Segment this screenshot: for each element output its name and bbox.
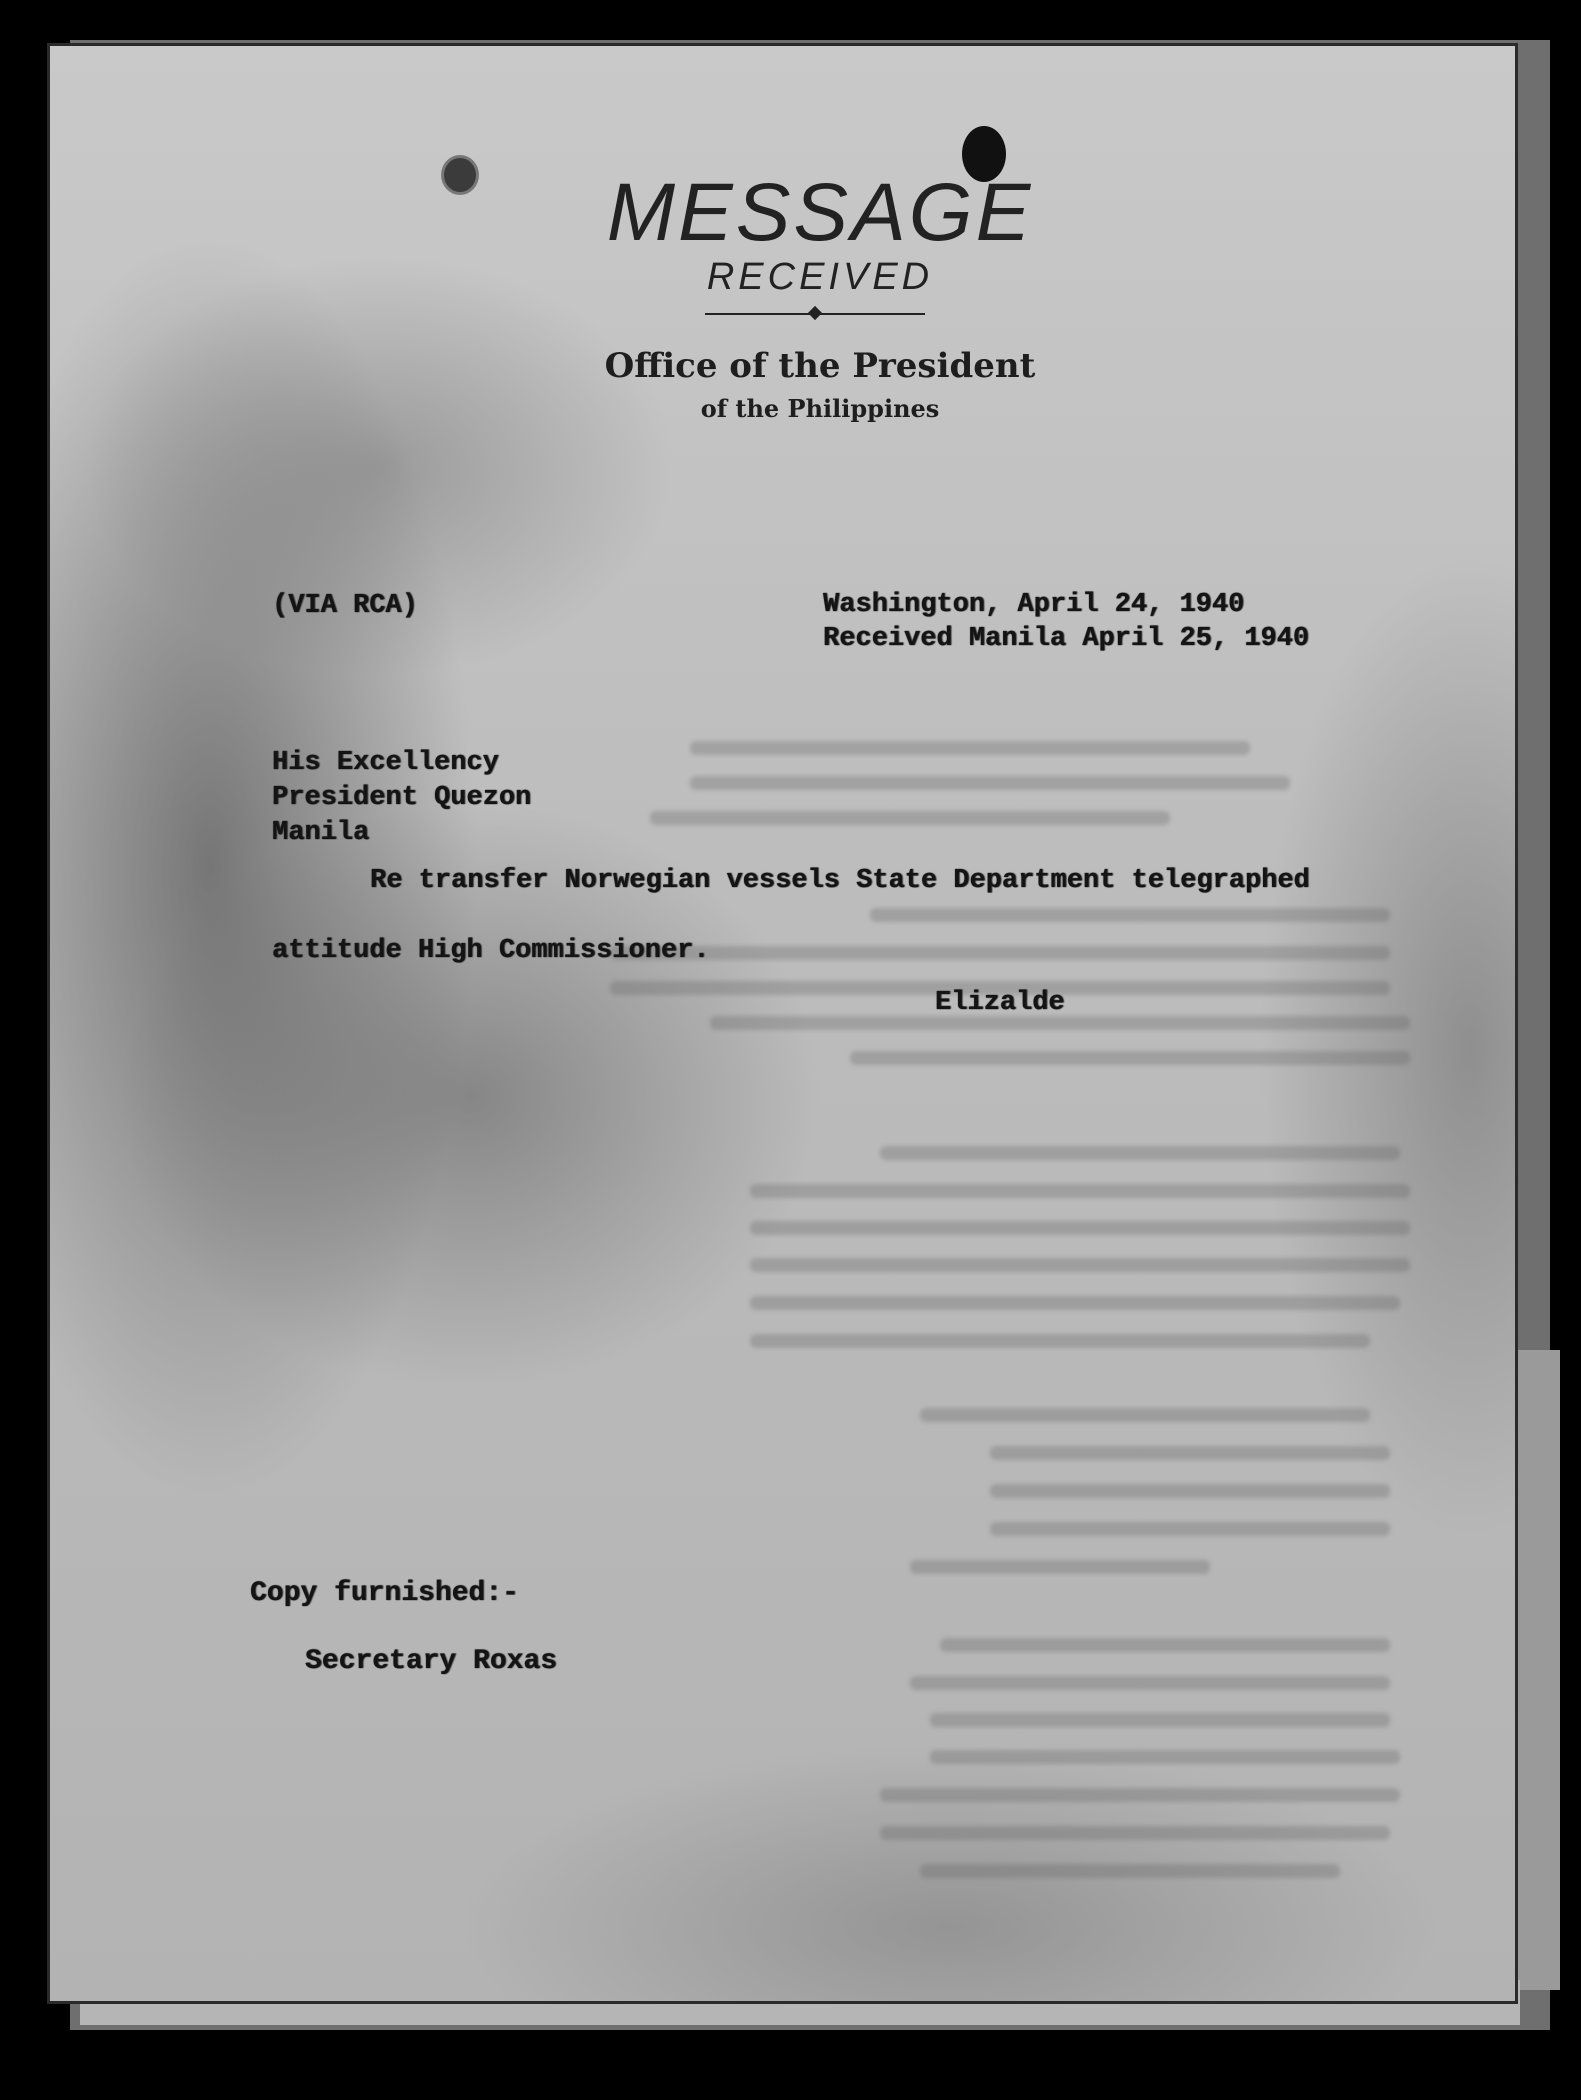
transmission-via: (VIA RCA) [272, 591, 418, 621]
bleed-through-text [910, 1676, 1390, 1690]
bleed-through-text [710, 1016, 1410, 1030]
bleed-through-text [920, 1408, 1370, 1422]
bleed-through-text [750, 1296, 1400, 1310]
bleed-through-text [870, 908, 1390, 922]
signature: Elizalde [935, 988, 1065, 1018]
bleed-through-text [930, 1713, 1390, 1727]
bleed-through-text [880, 1788, 1400, 1802]
letterhead-subtitle: RECEIVED [706, 256, 934, 298]
bleed-through-text [940, 1638, 1390, 1652]
bleed-through-text [990, 1446, 1390, 1460]
sent-dateline: Washington, April 24, 1940 [823, 590, 1245, 620]
bleed-through-text [690, 741, 1250, 755]
bleed-through-text [650, 811, 1170, 825]
bleed-through-text [610, 946, 1390, 960]
punch-hole-icon [444, 158, 476, 192]
office-name: Office of the President [604, 346, 1036, 386]
bleed-through-text [990, 1484, 1390, 1498]
message-body-line: Re transfer Norwegian vessels State Department telegraphed [370, 866, 1310, 896]
bleed-through-text [690, 776, 1290, 790]
bleed-through-text [880, 1826, 1390, 1840]
copy-recipient: Secretary Roxas [305, 1646, 558, 1677]
bleed-through-text [910, 1560, 1210, 1574]
message-body-line: attitude High Commissioner. [272, 936, 710, 966]
bleed-through-text [750, 1258, 1410, 1272]
copy-furnished-label: Copy furnished:- [250, 1578, 519, 1609]
message-document [50, 46, 1515, 2001]
received-dateline: Received Manila April 25, 1940 [823, 624, 1310, 654]
bleed-through-text [930, 1750, 1400, 1764]
office-country: of the Philippines [700, 394, 940, 423]
addressee-line: Manila [272, 818, 370, 848]
bleed-through-text [880, 1146, 1400, 1160]
bleed-through-text [920, 1864, 1340, 1878]
bleed-through-text [750, 1334, 1370, 1348]
addressee-line: His Excellency [272, 748, 499, 778]
bleed-through-text [990, 1522, 1390, 1536]
bleed-through-text [750, 1221, 1410, 1235]
addressee-line: President Quezon [272, 783, 532, 813]
diamond-ornament-icon [808, 306, 822, 320]
letterhead-title: MESSAGE [606, 167, 1034, 258]
bleed-through-text [850, 1051, 1410, 1065]
bleed-through-text [750, 1184, 1410, 1198]
